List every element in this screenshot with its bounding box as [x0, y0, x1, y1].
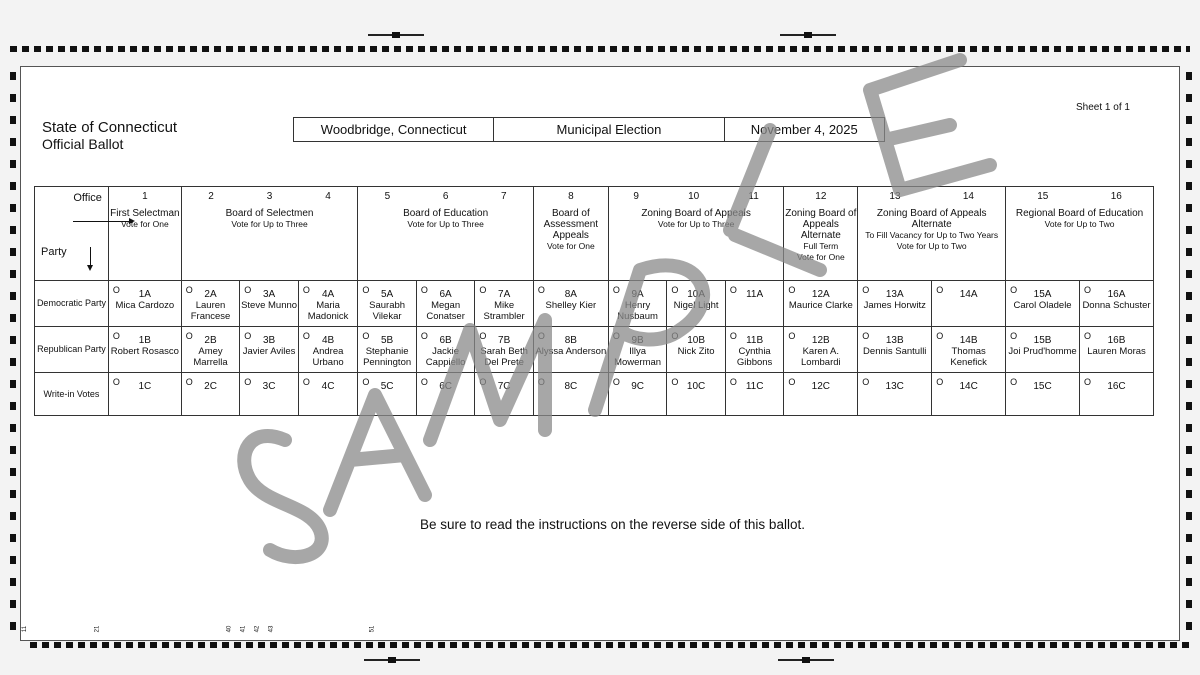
party-row: [35, 281, 1154, 327]
vote-oval[interactable]: O: [1010, 285, 1018, 295]
party-label-cell: [35, 327, 109, 373]
office-header: [108, 187, 181, 281]
election-header: [293, 117, 885, 142]
candidate-code: 8C: [564, 381, 578, 392]
office-number: 14: [962, 191, 974, 202]
candidate-name: Steve Munno: [241, 300, 298, 311]
candidate-cell[interactable]: [858, 281, 932, 327]
candidate-name: Andrea Urbano: [312, 346, 344, 368]
vote-oval[interactable]: O: [185, 331, 193, 341]
candidate-name: Alyssa Anderson: [535, 346, 607, 357]
candidate-name: Robert Rosasco: [110, 346, 179, 357]
candidate-cell[interactable]: [1080, 281, 1154, 327]
vote-oval[interactable]: O: [862, 285, 870, 295]
office-number: 16: [1110, 191, 1122, 202]
candidate-cell[interactable]: [475, 281, 534, 327]
candidate-name: Lauren Francese: [190, 300, 231, 322]
timing-bar-number: 41: [240, 625, 247, 633]
candidate-code: 6A: [439, 289, 452, 300]
vote-oval[interactable]: O: [862, 331, 870, 341]
candidate-name: Illya Mowerman: [614, 346, 662, 368]
vote-oval[interactable]: O: [936, 377, 944, 387]
candidate-cell[interactable]: [416, 327, 475, 373]
office-number: 1: [142, 191, 148, 202]
office-number: 10: [688, 191, 700, 202]
vote-oval[interactable]: O: [244, 377, 252, 387]
timing-bar-number: 40: [226, 625, 233, 633]
office-instructions: Vote for Up to Three: [231, 219, 308, 229]
office-instructions: Vote for Up to Three: [657, 219, 735, 229]
candidate-cell[interactable]: [298, 327, 358, 373]
vote-oval[interactable]: O: [1010, 377, 1018, 387]
election-name: Municipal Election: [494, 118, 724, 141]
candidate-cell[interactable]: [858, 373, 932, 416]
vote-oval[interactable]: O: [729, 377, 737, 387]
vote-oval[interactable]: O: [420, 285, 428, 295]
candidate-code: 16C: [1107, 381, 1126, 392]
vote-oval[interactable]: O: [729, 285, 737, 295]
candidate-code: 11A: [746, 289, 764, 300]
candidate-cell[interactable]: [1080, 373, 1154, 416]
candidate-code: 3C: [262, 381, 276, 392]
vote-oval[interactable]: O: [362, 377, 370, 387]
state-name: State of Connecticut: [42, 119, 178, 136]
vote-oval[interactable]: O: [1084, 285, 1092, 295]
office-title: Board of Selectmen: [225, 208, 314, 219]
office-number: 8: [568, 191, 574, 202]
party-row: [35, 327, 1154, 373]
candidate-code: 11C: [745, 381, 764, 392]
vote-oval[interactable]: O: [244, 285, 252, 295]
candidate-cell[interactable]: [932, 281, 1006, 327]
candidate-name: Nigel Light: [673, 300, 719, 311]
timing-bar-number: 51: [369, 625, 376, 633]
candidate-cell[interactable]: [1080, 327, 1154, 373]
instructions-note: Be sure to read the instructions on the reverse side of this ballot.: [420, 517, 805, 532]
office-title: Board of Education: [403, 208, 489, 219]
vote-oval[interactable]: O: [1084, 377, 1092, 387]
candidate-cell[interactable]: [608, 327, 667, 373]
candidate-name: James Horwitz: [863, 300, 926, 311]
candidate-name: Maurice Clarke: [788, 300, 853, 311]
timing-bar-number: 21: [94, 625, 101, 633]
office-header: [608, 187, 784, 281]
office-title: Zoning Board of Appeals Alternate: [785, 208, 857, 241]
candidate-cell[interactable]: [932, 373, 1006, 416]
candidate-cell[interactable]: [181, 281, 240, 327]
candidate-cell[interactable]: [725, 281, 784, 327]
candidate-cell[interactable]: [108, 373, 181, 416]
office-header: [358, 187, 534, 281]
candidate-code: 13B: [885, 335, 904, 346]
candidate-code: 12C: [811, 381, 830, 392]
office-number: 4: [325, 191, 331, 202]
candidate-code: 6B: [439, 335, 452, 346]
vote-oval[interactable]: O: [112, 331, 120, 341]
office-title: Board of Assessment Appeals: [543, 208, 599, 241]
candidate-name: Shelley Kier: [545, 300, 597, 311]
timing-bar-number: 42: [254, 625, 261, 633]
office-number: 5: [384, 191, 391, 202]
candidate-name: Sarah Beth Del Prete: [480, 346, 528, 368]
candidate-cell[interactable]: [784, 327, 858, 373]
timing-marks-right: [1186, 72, 1192, 632]
candidate-cell[interactable]: [298, 281, 358, 327]
candidate-name: Henry Nusbaum: [617, 300, 658, 322]
vote-oval[interactable]: O: [479, 377, 487, 387]
candidate-cell[interactable]: [475, 327, 534, 373]
candidate-cell[interactable]: [240, 373, 299, 416]
candidate-name: Donna Schuster: [1082, 300, 1151, 311]
alignment-mark: [368, 34, 424, 36]
ballot-grid: [34, 186, 1154, 416]
party-row: [35, 373, 1154, 416]
vote-oval[interactable]: O: [862, 377, 870, 387]
official-ballot-label: Official Ballot: [42, 136, 124, 152]
candidate-name: Jackie Cappiello: [425, 346, 466, 368]
candidate-cell[interactable]: [108, 281, 181, 327]
office-header: [181, 187, 358, 281]
candidate-code: 16A: [1107, 289, 1126, 300]
party-label-cell: [35, 373, 109, 416]
office-title: Regional Board of Education: [1015, 208, 1144, 219]
office-number: 2: [208, 191, 214, 202]
candidate-cell[interactable]: [725, 373, 784, 416]
candidate-code: 1C: [138, 381, 152, 392]
vote-oval[interactable]: O: [936, 285, 944, 295]
candidate-code: 1B: [138, 335, 151, 346]
candidate-cell[interactable]: [181, 373, 240, 416]
office-number: 12: [815, 191, 827, 202]
candidate-code: 7C: [497, 381, 511, 392]
vote-oval[interactable]: O: [479, 285, 487, 295]
candidate-name: Mica Cardozo: [115, 300, 175, 311]
vote-oval[interactable]: O: [479, 331, 487, 341]
office-title: Zoning Board of Appeals Alternate: [876, 208, 987, 230]
vote-oval[interactable]: O: [729, 331, 737, 341]
candidate-cell[interactable]: [608, 373, 667, 416]
candidate-code: 6C: [439, 381, 453, 392]
ballot-title: [42, 120, 177, 152]
alignment-mark: [780, 34, 836, 36]
candidate-code: 16B: [1107, 335, 1126, 346]
timing-bar-number: 43: [268, 625, 275, 633]
vote-oval[interactable]: O: [671, 331, 679, 341]
candidate-name: Carol Oladele: [1013, 300, 1072, 311]
candidate-code: 8B: [564, 335, 577, 346]
office-vote-limit: Vote for Up to Two: [896, 241, 967, 251]
candidate-name: Saurabh Vilekar: [369, 300, 406, 322]
candidate-cell[interactable]: [533, 281, 608, 327]
office-title: Zoning Board of Appeals: [641, 208, 751, 219]
candidate-cell[interactable]: [181, 327, 240, 373]
office-party-corner: [35, 187, 109, 281]
vote-oval[interactable]: O: [612, 377, 620, 387]
party-label: Party: [41, 246, 67, 258]
vote-oval[interactable]: O: [185, 377, 193, 387]
vote-oval[interactable]: O: [537, 285, 545, 295]
vote-oval[interactable]: O: [362, 331, 370, 341]
candidate-name: Stephanie Pennington: [363, 346, 412, 368]
candidate-cell[interactable]: [533, 373, 608, 416]
town-name: Woodbridge, Connecticut: [294, 118, 494, 141]
candidate-code: 10C: [686, 381, 706, 392]
candidate-code: 12A: [811, 289, 830, 300]
candidate-cell[interactable]: [1006, 373, 1080, 416]
vote-oval[interactable]: O: [936, 331, 944, 341]
candidate-code: 15A: [1033, 289, 1052, 300]
candidate-cell[interactable]: [667, 281, 726, 327]
vote-oval[interactable]: O: [420, 377, 428, 387]
vote-oval[interactable]: O: [612, 331, 620, 341]
vote-oval[interactable]: O: [420, 331, 428, 341]
vote-oval[interactable]: O: [671, 285, 679, 295]
office-header: [533, 187, 608, 281]
alignment-mark: [778, 659, 834, 661]
alignment-mark: [364, 659, 420, 661]
candidate-code: 1A: [138, 289, 151, 300]
party-label-cell: [35, 281, 109, 327]
candidate-cell[interactable]: [416, 281, 475, 327]
candidate-code: 2A: [204, 289, 217, 300]
candidate-code: 5C: [380, 381, 394, 392]
election-date: November 4, 2025: [750, 122, 858, 137]
vote-oval[interactable]: O: [1084, 331, 1092, 341]
vote-oval[interactable]: O: [612, 285, 620, 295]
office-instructions: Vote for Up to Three: [407, 219, 484, 229]
candidate-name: Megan Conatser: [426, 300, 465, 322]
vote-oval[interactable]: O: [302, 331, 310, 341]
vote-oval[interactable]: O: [671, 377, 679, 387]
office-number: 11: [748, 191, 759, 202]
candidate-name: Javier Aviles: [242, 346, 296, 357]
candidate-cell[interactable]: [932, 327, 1006, 373]
candidate-name: Amey Marrella: [193, 346, 228, 368]
candidate-code: 3B: [262, 335, 276, 346]
candidate-code: 11B: [746, 335, 764, 346]
candidate-code: 7A: [498, 289, 511, 300]
candidate-code: 9B: [631, 335, 644, 346]
candidate-code: 10B: [687, 335, 705, 346]
candidate-cell[interactable]: [240, 281, 299, 327]
candidate-code: 15B: [1033, 335, 1052, 346]
candidate-cell[interactable]: [784, 281, 858, 327]
office-number: 13: [889, 191, 901, 202]
office-number: 7: [500, 191, 507, 202]
candidate-cell[interactable]: [667, 327, 726, 373]
timing-marks-bottom: [30, 642, 1190, 648]
candidate-code: 9A: [631, 289, 644, 300]
vote-oval[interactable]: O: [537, 377, 545, 387]
candidate-code: 15C: [1033, 381, 1052, 392]
candidate-cell[interactable]: [784, 373, 858, 416]
party-name: Republican Party: [37, 344, 106, 354]
candidate-code: 5A: [380, 289, 394, 300]
office-number: 3: [266, 191, 273, 202]
candidate-code: 5B: [380, 335, 394, 346]
candidate-code: 3A: [262, 289, 276, 300]
office-number: 9: [633, 191, 639, 202]
office-instructions: Vote for One: [120, 219, 169, 229]
candidate-cell[interactable]: [1006, 327, 1080, 373]
sheet-number: Sheet 1 of 1: [1076, 102, 1130, 113]
office-instructions: Vote for Up to Two: [1044, 219, 1115, 229]
candidate-code: 12B: [811, 335, 830, 346]
candidate-name: Thomas Kenefick: [950, 346, 987, 368]
candidate-cell[interactable]: [608, 281, 667, 327]
vote-oval[interactable]: O: [788, 331, 796, 341]
timing-marks-left: [10, 72, 16, 632]
office-number: 6: [442, 191, 449, 202]
candidate-code: 4A: [321, 289, 335, 300]
candidate-code: 7B: [498, 335, 511, 346]
candidate-code: 2B: [204, 335, 217, 346]
candidate-code: 4B: [321, 335, 335, 346]
candidate-name: Dennis Santulli: [863, 346, 927, 357]
vote-oval[interactable]: O: [302, 285, 310, 295]
candidate-cell[interactable]: [298, 373, 358, 416]
candidate-name: Joi Prud'homme: [1008, 346, 1077, 357]
candidate-cell[interactable]: [725, 327, 784, 373]
candidate-code: 13C: [885, 381, 904, 392]
candidate-code: 14C: [959, 381, 978, 392]
vote-oval[interactable]: O: [112, 285, 120, 295]
office-header: [858, 187, 1006, 281]
candidate-code: 9C: [631, 381, 644, 392]
candidate-name: Cynthia Gibbons: [736, 346, 773, 368]
candidate-cell[interactable]: [667, 373, 726, 416]
timing-marks-top: [10, 46, 1190, 52]
vote-oval[interactable]: O: [302, 377, 310, 387]
candidate-cell[interactable]: [358, 327, 417, 373]
candidate-name: Lauren Moras: [1087, 346, 1146, 357]
vote-oval[interactable]: O: [244, 331, 252, 341]
candidate-cell[interactable]: [533, 327, 608, 373]
vote-oval[interactable]: O: [112, 377, 120, 387]
office-instructions: To Fill Vacancy for Up to Two Years: [865, 230, 999, 240]
candidate-code: 4C: [321, 381, 335, 392]
office-vote-limit: Vote for One: [796, 252, 845, 262]
vote-oval[interactable]: O: [788, 285, 796, 295]
candidate-cell[interactable]: [358, 281, 417, 327]
candidate-code: 8A: [564, 289, 577, 300]
office-label: Office: [73, 192, 102, 204]
candidate-code: 10A: [687, 289, 705, 300]
candidate-code: 13A: [885, 289, 904, 300]
office-title: First Selectman: [110, 208, 180, 219]
party-name: Democratic Party: [36, 298, 106, 308]
office-instructions: Vote for One: [546, 241, 595, 251]
candidate-cell[interactable]: [358, 373, 417, 416]
candidate-code: 2C: [204, 381, 217, 392]
arrow-down-icon: [90, 247, 91, 269]
candidate-name: Mike Strambler: [483, 300, 525, 322]
candidate-name: Nick Zito: [677, 346, 715, 357]
office-header: [1006, 187, 1154, 281]
office-header: [784, 187, 858, 281]
candidate-cell[interactable]: [1006, 281, 1080, 327]
candidate-code: 14B: [959, 335, 978, 346]
vote-oval[interactable]: O: [537, 331, 545, 341]
office-number: 15: [1037, 191, 1049, 202]
candidate-cell[interactable]: [858, 327, 932, 373]
vote-oval[interactable]: O: [788, 377, 796, 387]
candidate-cell[interactable]: [108, 327, 181, 373]
candidate-code: 14A: [959, 289, 978, 300]
candidate-cell[interactable]: [240, 327, 299, 373]
candidate-name: Karen A. Lombardi: [801, 346, 841, 368]
office-instructions: Full Term: [803, 241, 839, 251]
vote-oval[interactable]: O: [185, 285, 193, 295]
candidate-cell[interactable]: [416, 373, 475, 416]
candidate-cell[interactable]: [475, 373, 534, 416]
candidate-name: Maria Madonick: [307, 300, 349, 322]
timing-bar-number: 11: [22, 625, 29, 633]
vote-oval[interactable]: O: [1010, 331, 1018, 341]
party-name: Write-in Votes: [43, 388, 100, 399]
vote-oval[interactable]: O: [362, 285, 370, 295]
